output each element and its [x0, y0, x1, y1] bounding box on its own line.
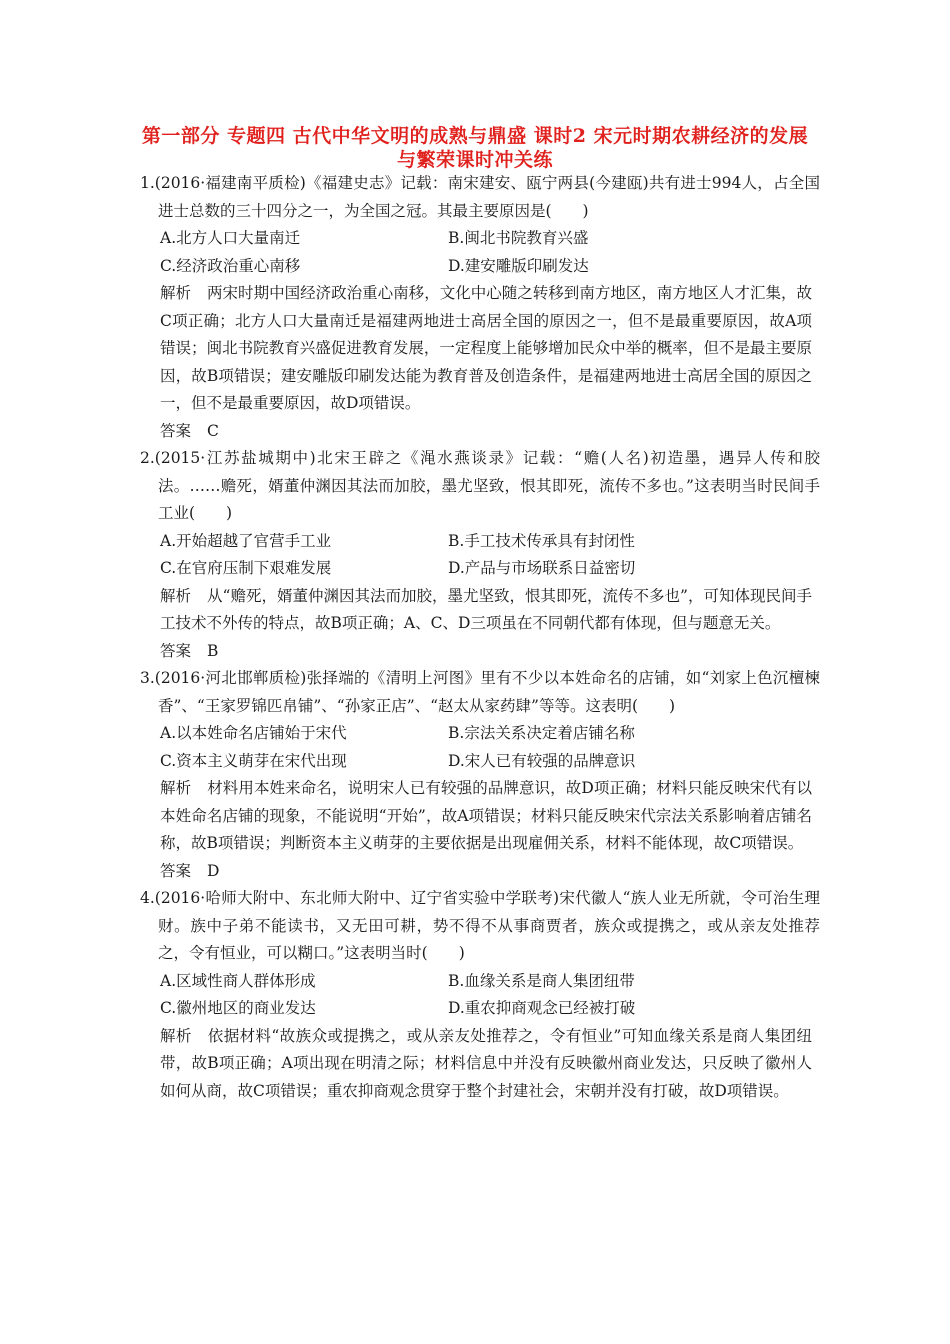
option-c: C.资本主义萌芽在宋代出现 — [160, 751, 347, 770]
question-stem: 3.(2016·河北邯郸质检)张择端的《清明上河图》里有不少以本姓命名的店铺，如“刘家上色沉檀楝香”、“王家罗锦匹帛铺”、“孙家正店”、“赵太从家药肆”等等。这表明( ) — [140, 669, 820, 715]
analysis-text: 从“赡死，婿董仲渊因其法而加胶，墨尤坚致，恨其即死，流传不多也”，可知体现民间手工技术不外传的特点，故B项正确；A、C、D三项虽在不同朝代都有体现，但与题意无关。 — [160, 586, 812, 632]
option-d: D.产品与市场联系日益密切 — [448, 559, 636, 577]
options — [140, 528, 820, 583]
question-list — [140, 170, 820, 1105]
option-b: B.宗法关系决定着店铺名称 — [448, 724, 635, 742]
question-4 — [140, 885, 820, 1105]
document-title: 第一部分 专题四 古代中华文明的成熟与鼎盛 课时2 宋元时期农耕经济的发展与繁荣课时冲关练 — [141, 125, 809, 171]
option-a: A.开始超越了官营手工业 — [160, 531, 332, 550]
option-d: D.建安雕版印刷发达 — [448, 256, 589, 275]
analysis — [140, 775, 820, 858]
option-c: C.在官府压制下艰难发展 — [160, 559, 332, 577]
question-3 — [140, 665, 820, 885]
answer-value: D — [207, 861, 220, 880]
analysis — [140, 280, 820, 418]
option-b: B.闽北书院教育兴盛 — [448, 229, 589, 247]
option-d: D.宋人已有较强的品牌意识 — [448, 751, 636, 770]
option-a: A.区域性商人群体形成 — [160, 971, 316, 990]
answer-label: 答案 — [160, 641, 192, 660]
options — [140, 720, 820, 775]
question-stem: 1.(2016·福建南平质检)《福建史志》记载：南宋建安、瓯宁两县(今建瓯)共有进士994人，占全国进士总数的三十四分之一，为全国之冠。其最主要原因是( ) — [140, 174, 820, 220]
question-stem: 4.(2016·哈师大附中、东北师大附中、辽宁省实验中学联考)宋代徽人“族人业无所就，令可治生理财。族中子弟不能读书，又无田可耕，势不得不从事商贾者，族众或提携之，或从亲友处推荐之，令有恒业，可以糊口。”这表明当时( ) — [140, 889, 820, 962]
analysis-label: 解析 — [160, 586, 192, 605]
analysis-label: 解析 — [160, 779, 192, 797]
option-b: B.血缘关系是商人集团纽带 — [448, 971, 635, 990]
analysis-text: 两宋时期中国经济政治重心南移，文化中心随之转移到南方地区，南方地区人才汇集，故C项正确；北方人口大量南迁是福建两地进士高居全国的原因之一，但不是最重要原因，故A项错误；闽北书院教育兴盛促进教育发展，一定程度上能够增加民众中举的概率，但不是最主要原因，故B项错误；建安雕版印刷发达能为教育普及创造条件，是福建两地进士高居全国的原因之一，但不是最重要原因，故D项错误。 — [160, 284, 812, 412]
options — [140, 968, 820, 1023]
answer-label: 答案 — [160, 421, 192, 440]
option-c: C.经济政治重心南移 — [160, 256, 301, 275]
option-a: A.北方人口大量南迁 — [160, 229, 301, 247]
analysis-label: 解析 — [160, 1026, 192, 1045]
analysis-text: 依据材料“故族众或提携之，或从亲友处推荐之，令有恒业”可知血缘关系是商人集团纽带，故B项正确；A项出现在明清之际；材料信息中并没有反映徽州商业发达，只反映了徽州人如何从商，故C项错误；重农抑商观念贯穿于整个封建社会，宋朝并没有打破，故D项错误。 — [160, 1026, 812, 1100]
option-b: B.手工技术传承具有封闭性 — [448, 531, 635, 550]
question-1 — [140, 170, 820, 445]
answer — [140, 638, 820, 666]
option-a: A.以本姓命名店铺始于宋代 — [160, 724, 347, 742]
question-stem: 2.(2015·江苏盐城期中)北宋王辟之《渑水燕谈录》记载：“赡(人名)初造墨，遇异人传和胶法。……赡死，婿董仲渊因其法而加胶，墨尤坚致，恨其即死，流传不多也。”这表明当时民间手工业( ) — [140, 449, 820, 522]
answer-value: C — [207, 421, 219, 440]
analysis — [140, 583, 820, 638]
analysis — [140, 1023, 820, 1106]
option-d: D.重农抑商观念已经被打破 — [448, 999, 636, 1017]
option-c: C.徽州地区的商业发达 — [160, 999, 316, 1017]
answer-value: B — [207, 641, 219, 660]
analysis-text: 材料用本姓来命名，说明宋人已有较强的品牌意识，故D项正确；材料只能反映宋代有以本姓命名店铺的现象，不能说明“开始”，故A项错误；材料只能反映宋代宗法关系影响着店铺名称，故B项错误；判断资本主义萌芽的主要依据是出现雇佣关系，材料不能体现，故C项错误。 — [160, 779, 812, 852]
options — [140, 225, 820, 280]
analysis-label: 解析 — [160, 284, 192, 302]
answer-label: 答案 — [160, 861, 192, 880]
answer — [140, 418, 820, 446]
question-2 — [140, 445, 820, 665]
answer — [140, 858, 820, 886]
